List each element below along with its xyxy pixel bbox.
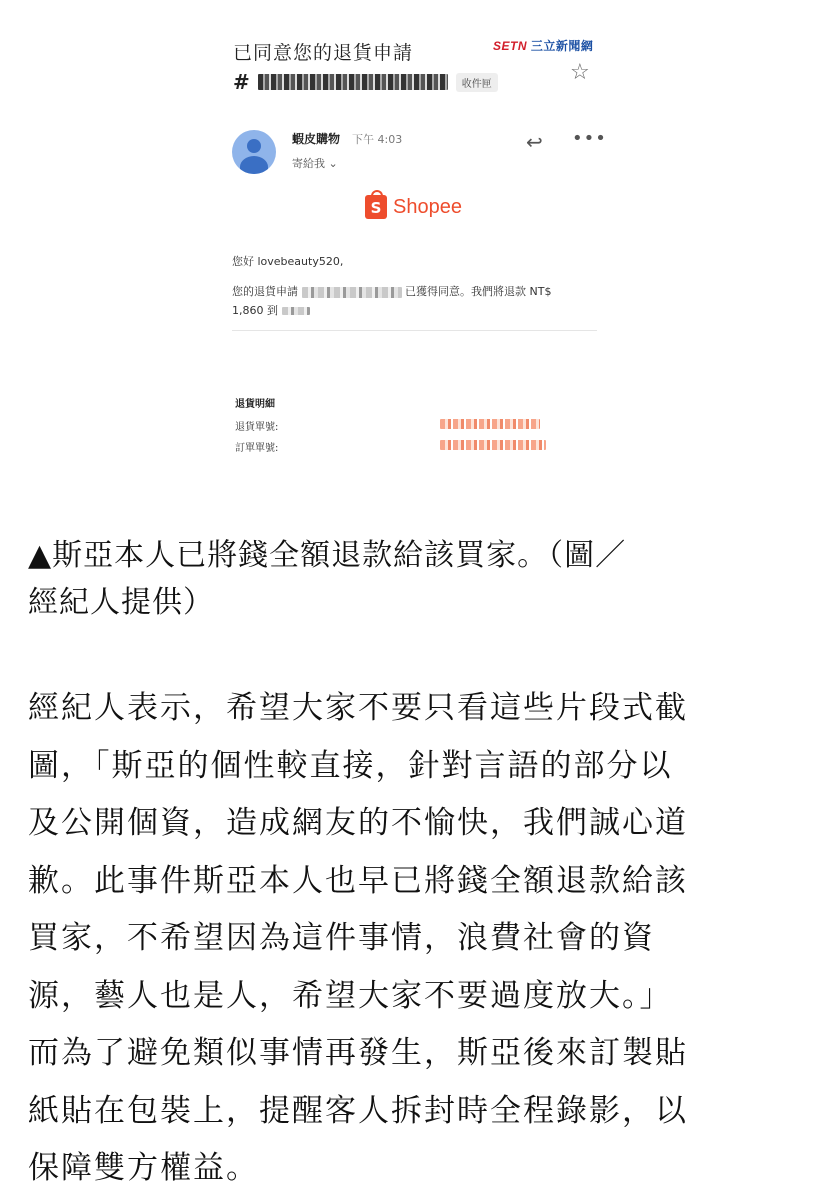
article-line: 圖，「斯亞的個性較直接，針對言語的部分以 xyxy=(28,747,673,784)
article-line: 歉。此事件斯亞本人也早已將錢全額退款給該 xyxy=(28,862,688,899)
recipient-label: 寄給我 xyxy=(292,157,325,170)
refund-notice xyxy=(232,282,592,320)
recipient-line xyxy=(292,155,338,171)
redacted-order-id xyxy=(258,74,448,90)
watermark-brand-suffix: 三立新聞網 xyxy=(530,39,594,53)
watermark-brand-prefix: SETN xyxy=(493,39,528,53)
article-line: 源，藝人也是人，希望大家不要過度放大。」 xyxy=(28,977,673,1014)
shopee-wordmark: Shopee xyxy=(393,195,462,218)
star-icon: ☆ xyxy=(570,60,590,85)
order-number-line xyxy=(233,70,498,94)
redacted-order-number xyxy=(440,440,546,450)
return-number-label: 退貨單號: xyxy=(235,422,279,433)
sender-time: 下午 4:03 xyxy=(352,133,403,146)
order-number-label: 訂單單號: xyxy=(235,443,279,454)
image-caption xyxy=(28,532,798,626)
caption-line: 經紀人提供） xyxy=(28,585,214,620)
sender-name: 蝦皮購物 xyxy=(292,132,341,146)
sender-avatar xyxy=(232,130,276,174)
shopee-logo xyxy=(365,195,462,219)
notice-amount: 1,860 到 xyxy=(232,304,278,317)
details-title: 退貨明細 xyxy=(235,399,275,410)
redacted-return-number xyxy=(440,419,540,429)
article-line: 及公開個資，造成網友的不愉快，我們誠心道 xyxy=(28,805,688,841)
order-number-row xyxy=(235,439,278,454)
more-options-icon: ••• xyxy=(572,128,607,149)
redacted-return-id xyxy=(302,287,402,298)
divider xyxy=(232,330,597,331)
chevron-down-icon: ⌄ xyxy=(328,157,338,170)
email-subject: 已同意您的退貨申請 xyxy=(233,42,414,64)
article-line: 買家，不希望因為這件事情，浪費社會的資 xyxy=(28,920,655,956)
reply-icon: ↩ xyxy=(526,130,543,154)
caption-line: ▲斯亞本人已將錢全額退款給該買家。（圖／ xyxy=(28,538,627,573)
article-line: 保障雙方權益。 xyxy=(28,1150,259,1186)
email-screenshot xyxy=(210,20,610,480)
setn-watermark xyxy=(493,37,593,54)
article-line: 紙貼在包裝上，提醒客人拆封時全程錄影，以 xyxy=(28,1092,688,1129)
redacted-account xyxy=(282,307,310,315)
inbox-label: 收件匣 xyxy=(456,73,498,92)
notice-middle: 已獲得同意。我們將退款 NT$ xyxy=(405,285,552,298)
article-paragraph xyxy=(28,680,798,1198)
article-line: 經紀人表示，希望大家不要只看這些片段式截 xyxy=(28,690,688,726)
shopee-bag-icon: S xyxy=(365,195,387,219)
order-hash: # xyxy=(233,70,250,94)
notice-prefix: 您的退貨申請 xyxy=(232,285,298,298)
article-line: 而為了避免類似事情再發生，斯亞後來訂製貼 xyxy=(28,1035,688,1071)
greeting-text: 您好 lovebeauty520, xyxy=(232,255,344,268)
return-number-row xyxy=(235,418,278,433)
